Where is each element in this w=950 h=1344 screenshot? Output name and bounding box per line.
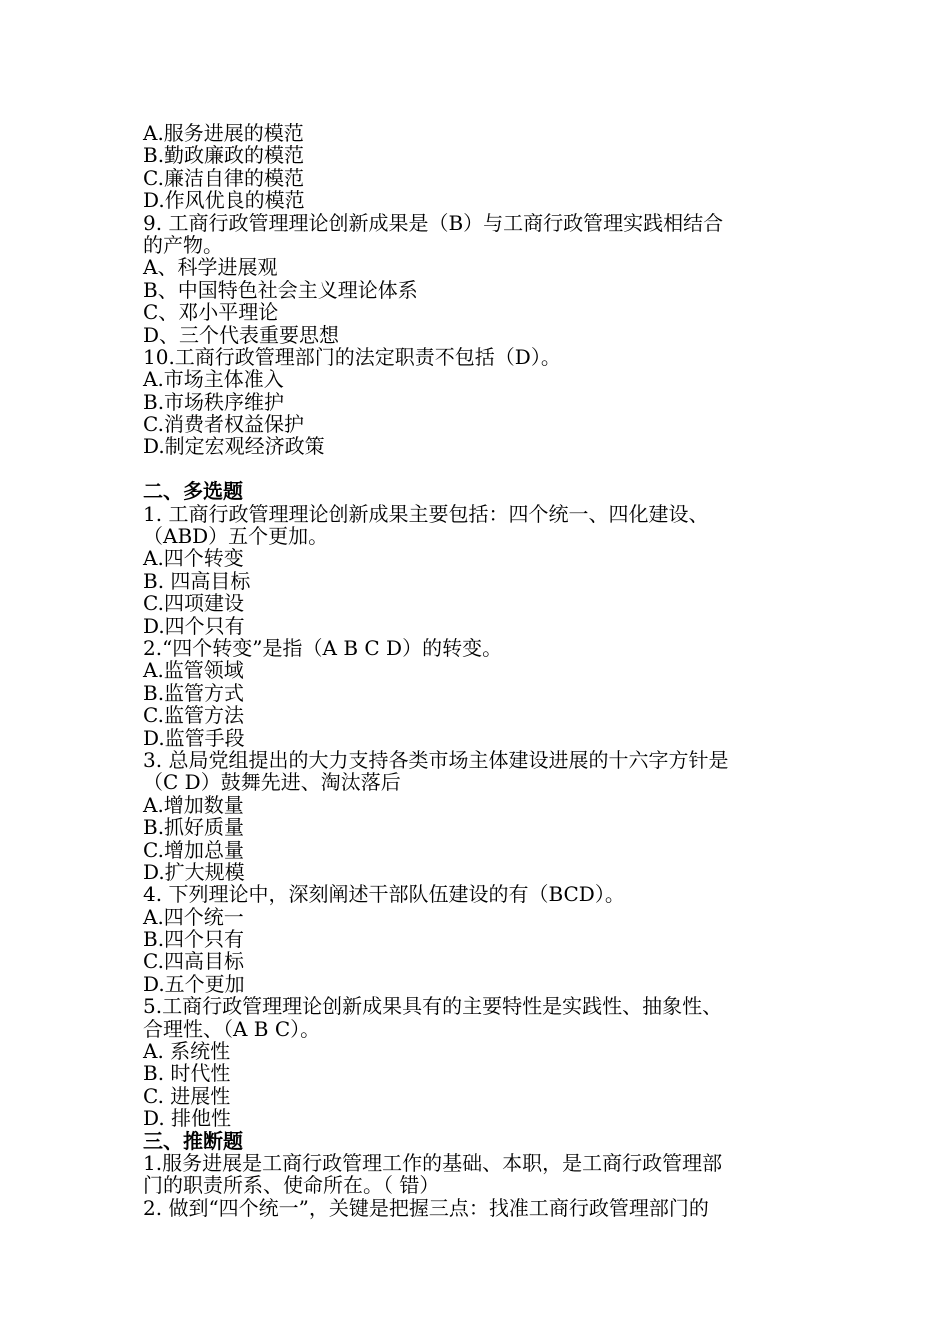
text-line: 4. 下列理论中，深刻阐述干部队伍建设的有（BCD）。 [143,882,625,907]
text-line: 2.“四个转变”是指（A B C D）的转变。 [143,635,503,660]
blank-line [143,458,808,480]
text-line: B. 四高目标 [143,568,251,593]
text-line: A、科学进展观 [143,255,278,280]
section-heading: 二、多选题 [143,479,243,504]
section-heading: 三、推断题 [143,1128,243,1153]
text-line: C.消费者权益保护 [143,412,304,437]
text-line: 2. 做到“四个统一”，关键是把握三点：找准工商行政管理部门的 [143,1195,709,1220]
text-line: D.作风优良的模范 [143,188,305,213]
text-line: A. 系统性 [143,1039,231,1064]
text-line: C、邓小平理论 [143,300,279,325]
text-line: B.抓好质量 [143,815,245,840]
text-line: A.服务进展的模范 [143,121,304,145]
text-line: A.监管领域 [143,658,244,683]
text-line: （C D）鼓舞先进、淘汰落后 [143,770,401,795]
text-line: D. 排他性 [143,1106,232,1131]
text-line: B.市场秩序维护 [143,389,285,414]
text-line: A.市场主体准入 [143,367,284,392]
text-line: 9. 工商行政管理理论创新成果是（B）与工商行政管理实践相结合 [143,210,724,235]
text-line: 的产物。 [143,232,223,257]
text-line: B.四个只有 [143,927,245,952]
text-line: 合理性、（A B C）。 [143,1016,321,1041]
text-line: （ABD）五个更加。 [143,524,329,549]
text-line: B. 时代性 [143,1061,231,1086]
text-line: 门的职责所系、使命所在。（ 错） [143,1173,440,1198]
text-line: B.勤政廉政的模范 [143,143,305,168]
text-line: D.四个只有 [143,613,245,638]
text-line: D.扩大规模 [143,859,245,884]
text-line: A.四个统一 [143,904,244,929]
text-line: A.四个转变 [143,546,244,571]
text-line: 1.服务进展是工商行政管理工作的基础、本职，是工商行政管理部 [143,1150,723,1175]
text-line: C.四高目标 [143,949,244,974]
text-line: A.增加数量 [143,792,244,817]
text-line: B、中国特色社会主义理论体系 [143,277,418,302]
text-line: D、三个代表重要思想 [143,322,340,347]
document-page [143,122,808,1219]
text-line: B.监管方式 [143,680,245,705]
text-line: C.四项建设 [143,591,244,616]
text-line: C.监管方法 [143,703,244,728]
text-line: C. 进展性 [143,1083,231,1108]
text-line: D.五个更加 [143,971,245,996]
text-line: D.制定宏观经济政策 [143,434,325,459]
text-line: 1. 工商行政管理理论创新成果主要包括：四个统一、四化建设、 [143,501,709,526]
text-line: C.增加总量 [143,837,244,862]
text-line: D.监管手段 [143,725,245,750]
text-line: C.廉洁自律的模范 [143,165,304,190]
text-line: 3. 总局党组提出的大力支持各类市场主体建设进展的十六字方针是 [143,747,729,772]
text-line: 5.工商行政管理理论创新成果具有的主要特性是实践性、抽象性、 [143,994,723,1019]
text-line: 10.工商行政管理部门的法定职责不包括（D）。 [143,344,561,369]
